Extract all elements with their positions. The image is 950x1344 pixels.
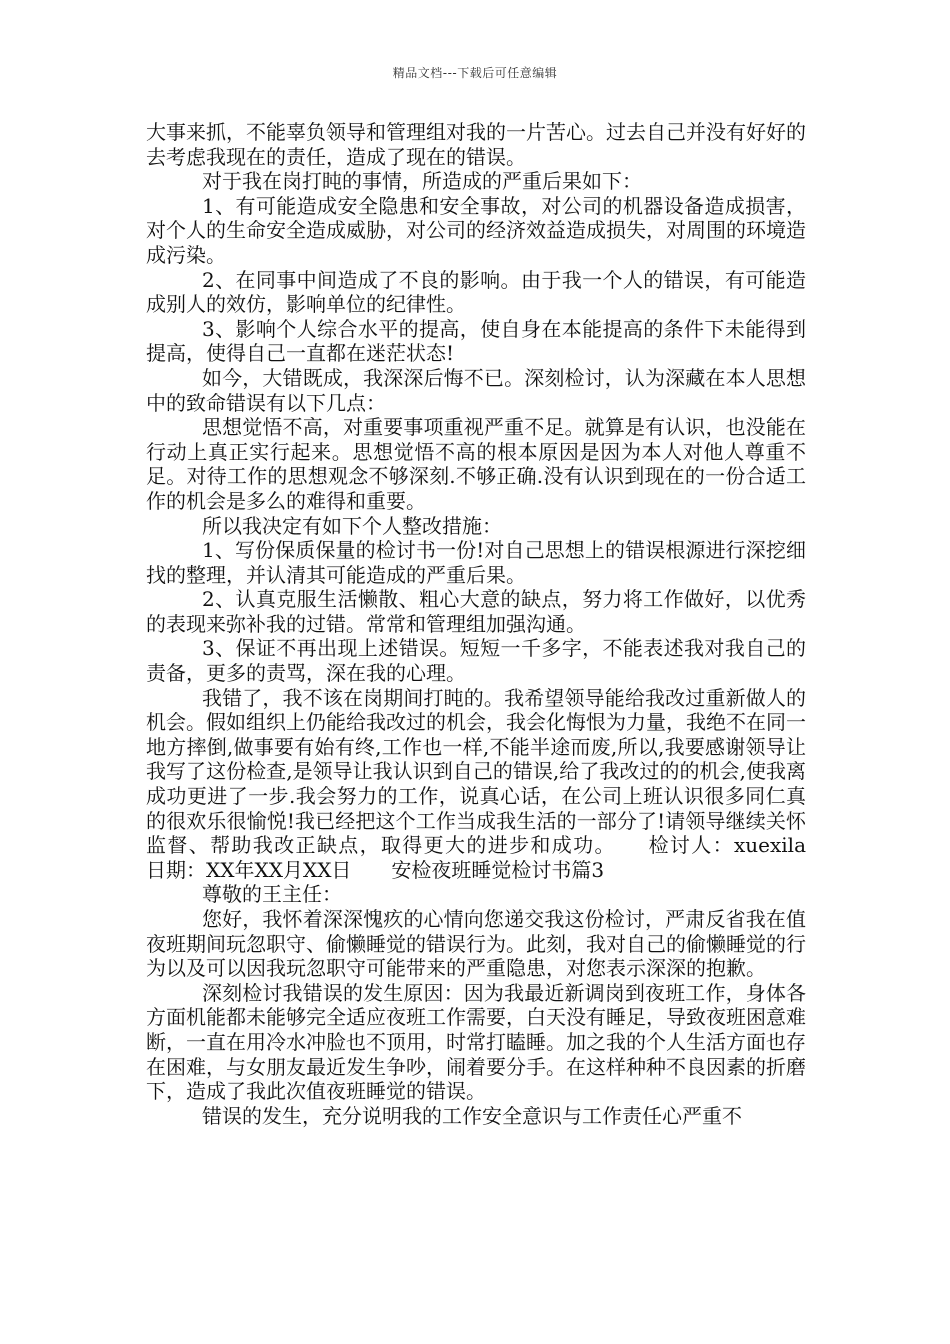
paragraph: 思想觉悟不高，对重要事项重视严重不足。就算是有认识，也没能在行动上真正实行起来。思想觉悟不高的根本原因是因为本人对他人尊重不足。对待工作的思想观念不够深刻.不够正确.没有认识到现在的一份合适工作的机会是多么的难得和重要。 [146,415,806,513]
paragraph: 1、写份保质保量的检讨书一份!对自己思想上的错误根源进行深挖细找的整理，并认清其可能造成的严重后果。 [146,538,806,587]
paragraph: 我错了，我不该在岗期间打盹的。我希望领导能给我改过重新做人的机会。假如组织上仍能给我改过的机会，我会化悔恨为力量，我绝不在同一地方摔倒,做事要有始有终,工作也一样,不能半途而废,所以,我要感谢领导让我写了这份检查,是领导让我认识到自己的错误,给了我改过的的机会,使我离成功更进了一步.我会努力的工作，说真心话，在公司上班认识很多同仁真的很欢乐很愉悦!我已经把这个工作当成我生活的一部分了!请领导继续关怀监督、帮助我改正缺点，取得更大的进步和成功。 检讨人：xuexila 日期：XX年XX月XX日 安检夜班睡觉检讨书篇3 [146,685,846,882]
paragraph: 大事来抓，不能辜负领导和管理组对我的一片苦心。过去自己并没有好好的去考虑我现在的责任，造成了现在的错误。 [146,120,806,169]
paragraph: 错误的发生，充分说明我的工作安全意识与工作责任心严重不 [202,1103,742,1128]
page-header: 精品文档---下载后可任意编辑 [392,66,558,80]
paragraph: 2、认真克服生活懒散、粗心大意的缺点，努力将工作做好，以优秀的表现来弥补我的过错。常常和管理组加强沟通。 [146,587,806,636]
paragraph: 您好，我怀着深深愧疚的心情向您递交我这份检讨，严肃反省我在值夜班期间玩忽职守、偷懒睡觉的错误行为。此刻，我对自己的偷懒睡觉的行为以及可以因我玩忽职守可能带来的严重隐患，对您表示深深的抱歉。 [146,907,806,981]
paragraph: 对于我在岗打盹的事情，所造成的严重后果如下： [202,169,642,194]
paragraph: 所以我决定有如下个人整改措施： [202,513,502,538]
paragraph: 3、影响个人综合水平的提高，使自身在本能提高的条件下未能得到提高，使得自己一直都在迷茫状态! [146,316,806,366]
paragraph: 3、保证不再出现上述错误。短短一千多字，不能表述我对我自己的责备，更多的责骂，深在我的心理。 [146,636,806,686]
document-body [146,120,846,1128]
paragraph: 2、在同事中间造成了不良的影响。由于我一个人的错误，有可能造成别人的效仿，影响单位的纪律性。 [146,267,806,317]
paragraph: 1、有可能造成安全隐患和安全事故，对公司的机器设备造成损害，对个人的生命安全造成威胁，对公司的经济效益造成损失，对周围的环境造成污染。 [146,193,806,267]
salutation: 尊敬的王主任： [202,882,342,907]
paragraph: 深刻检讨我错误的发生原因：因为我最近新调岗到夜班工作，身体各方面机能都未能够完全适应夜班工作需要，白天没有睡足，导致夜班困意难断，一直在用冷水冲脸也不顶用，时常打瞌睡。加之我的个人生活方面也存在困难，与女朋友最近发生争吵，闹着要分手。在这样种种不良因素的折磨下，造成了我此次值夜班睡觉的错误。 [146,980,806,1104]
paragraph: 如今，大错既成，我深深后悔不已。深刻检讨，认为深藏在本人思想中的致命错误有以下几点： [146,365,806,415]
